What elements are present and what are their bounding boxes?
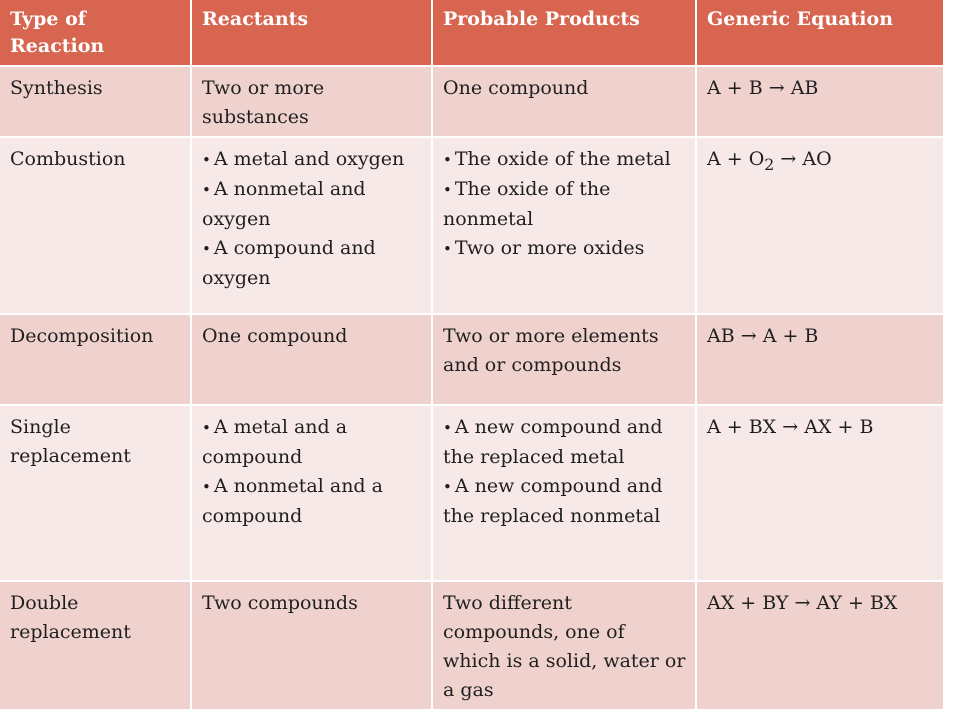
arrow-right-icon: → xyxy=(782,416,799,438)
list-item-text: A new compound and the replaced metal xyxy=(443,416,663,468)
list-item xyxy=(202,413,423,472)
cell-reactants xyxy=(191,581,432,710)
list-item xyxy=(443,74,687,103)
list-item-text: One compound xyxy=(202,325,348,347)
cell-generic-equation xyxy=(696,405,944,581)
cell-reactants-list xyxy=(202,74,423,132)
table-row-double-replacement xyxy=(0,581,944,710)
bullet-icon: • xyxy=(202,240,211,258)
cell-generic-equation xyxy=(696,581,944,710)
cell-reaction-type: Single replacement xyxy=(0,405,191,581)
list-item-text: One compound xyxy=(443,77,589,99)
cell-reaction-type: Decomposition xyxy=(0,314,191,405)
equation-subscript: 2 xyxy=(764,154,775,174)
equation-text: AX + BY xyxy=(707,592,795,614)
equation-text: AB xyxy=(784,77,819,99)
bullet-icon: • xyxy=(202,478,211,496)
bullet-icon: • xyxy=(443,151,452,169)
list-item-text: Two or more substances xyxy=(202,77,325,128)
bullet-icon: • xyxy=(443,240,452,258)
equation-text: AB xyxy=(707,325,741,347)
cell-reactants-list xyxy=(202,322,423,351)
arrow-right-icon: → xyxy=(794,592,811,614)
table-body xyxy=(0,66,944,710)
list-item xyxy=(443,472,687,531)
cell-reaction-type: Combustion xyxy=(0,137,191,314)
list-item-text: A nonmetal and a compound xyxy=(202,475,383,527)
cell-reaction-type: Double replacement xyxy=(0,581,191,710)
list-item-text: A new compound and the replaced nonmetal xyxy=(443,475,663,527)
cell-products-list xyxy=(443,74,687,103)
table-row-synthesis xyxy=(0,66,944,137)
equation-text: AO xyxy=(796,148,832,170)
list-item xyxy=(443,589,687,705)
cell-generic-equation xyxy=(696,314,944,405)
list-item-text: Two compounds xyxy=(202,592,358,614)
header-generic-equation: Generic Equation xyxy=(696,0,944,66)
list-item xyxy=(202,589,423,618)
cell-reactants xyxy=(191,405,432,581)
arrow-right-icon: → xyxy=(740,325,757,347)
bullet-icon: • xyxy=(202,151,211,169)
arrow-right-icon: → xyxy=(780,148,797,170)
cell-products xyxy=(432,137,696,314)
equation-text: AY + BX xyxy=(810,592,898,614)
list-item xyxy=(202,175,423,234)
cell-products-list xyxy=(443,413,687,531)
cell-reactants xyxy=(191,137,432,314)
equation-text: A + BX xyxy=(707,416,783,438)
equation-text: AX + B xyxy=(798,416,874,438)
cell-reactants-list xyxy=(202,145,423,293)
bullet-icon: • xyxy=(443,419,452,437)
cell-reactants-list xyxy=(202,413,423,531)
cell-reactants xyxy=(191,66,432,137)
arrow-right-icon: → xyxy=(768,77,785,99)
bullet-icon: • xyxy=(202,181,211,199)
list-item-text: Two different compounds, one of which is a solid, water or a gas xyxy=(443,592,686,701)
list-item-text: A compound and oxygen xyxy=(202,237,376,289)
list-item-text: The oxide of the metal xyxy=(454,148,671,170)
table-row-decomposition xyxy=(0,314,944,405)
equation-text: A + B xyxy=(756,325,819,347)
bullet-icon: • xyxy=(443,181,452,199)
cell-reactants xyxy=(191,314,432,405)
list-item-text: A metal and a compound xyxy=(202,416,348,468)
cell-generic-equation xyxy=(696,66,944,137)
cell-products-list xyxy=(443,322,687,380)
list-item-text: Two or more elements and or compounds xyxy=(443,325,659,376)
list-item xyxy=(202,145,423,175)
cell-generic-equation xyxy=(696,137,944,314)
list-item xyxy=(202,322,423,351)
cell-products xyxy=(432,581,696,710)
cell-products xyxy=(432,314,696,405)
equation-text: A + B xyxy=(707,77,769,99)
list-item xyxy=(202,74,423,132)
cell-reaction-type: Synthesis xyxy=(0,66,191,137)
header-reactants: Reactants xyxy=(191,0,432,66)
cell-products xyxy=(432,66,696,137)
list-item xyxy=(443,145,687,175)
list-item-text: The oxide of the nonmetal xyxy=(443,178,611,230)
table-row-combustion xyxy=(0,137,944,314)
list-item xyxy=(443,413,687,472)
list-item-text: A metal and oxygen xyxy=(213,148,405,170)
cell-products-list xyxy=(443,589,687,705)
list-item xyxy=(202,234,423,293)
table-header-row xyxy=(0,0,944,66)
bullet-icon: • xyxy=(443,478,452,496)
list-item-text: Two or more oxides xyxy=(454,237,645,259)
list-item xyxy=(443,234,687,264)
list-item-text: A nonmetal and oxygen xyxy=(202,178,366,230)
list-item xyxy=(443,175,687,234)
table-row-single-replacement xyxy=(0,405,944,581)
header-type-of-reaction: Type of Reaction xyxy=(0,0,191,66)
cell-reactants-list xyxy=(202,589,423,618)
cell-products xyxy=(432,405,696,581)
bullet-icon: • xyxy=(202,419,211,437)
cell-products-list xyxy=(443,145,687,264)
list-item xyxy=(202,472,423,531)
list-item xyxy=(443,322,687,380)
equation-text: A + O xyxy=(707,148,765,170)
header-probable-products: Probable Products xyxy=(432,0,696,66)
